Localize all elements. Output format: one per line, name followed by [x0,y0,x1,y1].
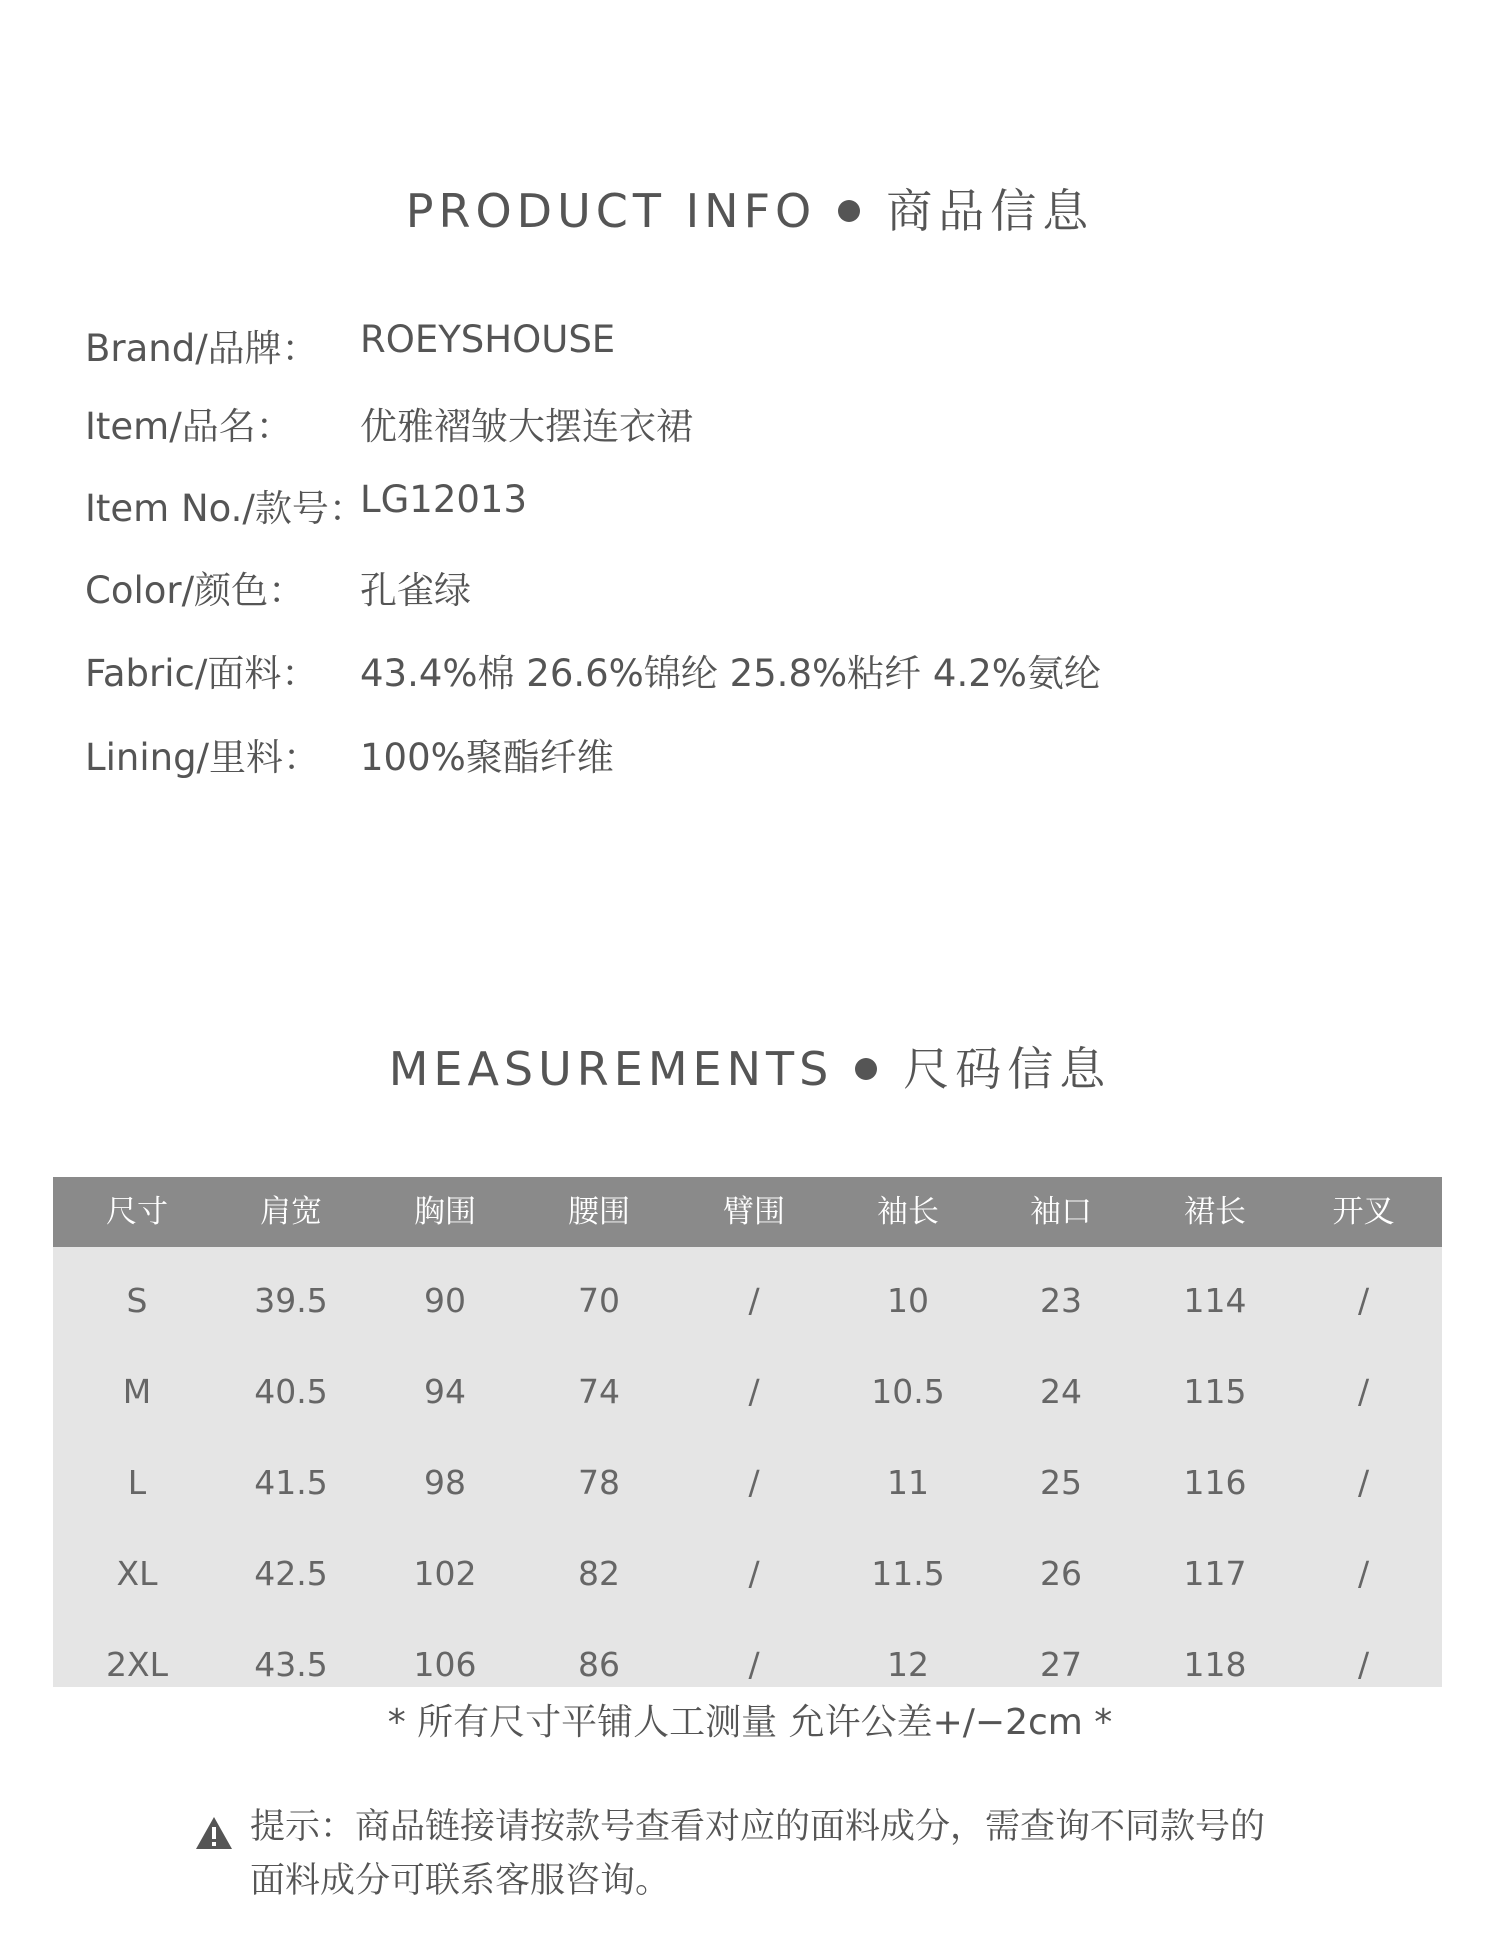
product-info-title-en: PRODUCT INFO [405,184,817,238]
table-cell: 74 [578,1372,620,1411]
measurements-title [0,1033,1500,1099]
table-row [53,1255,1442,1346]
table-cell: 41.5 [254,1463,328,1502]
header-cell: 腰围 [568,1194,630,1230]
table-cell: 102 [413,1554,477,1593]
info-value: 优雅褶皱大摆连衣裙 [360,405,693,448]
header-cell: 臂围 [723,1194,785,1230]
table-cell: L [127,1463,147,1502]
product-info-title-cn: 商品信息 [886,184,1095,238]
table-cell: 39.5 [254,1281,328,1320]
table-cell: / [1357,1463,1370,1502]
table-cell: / [748,1281,760,1320]
table-cell: / [1357,1554,1370,1593]
table-cell: 86 [578,1645,620,1684]
header-cell: 肩宽 [260,1194,322,1230]
table-cell: 118 [1183,1645,1247,1684]
info-label: Brand/品牌： [85,327,319,370]
tip-text-line2: 面料成分可联系客服咨询。 [250,1861,671,1901]
table-cell: 106 [413,1645,477,1684]
table-cell: 26 [1040,1554,1082,1593]
table-cell: / [1357,1281,1370,1320]
table-cell: 116 [1183,1463,1247,1502]
table-cell: 114 [1183,1281,1247,1320]
info-value: 43.4%棉 26.6%锦纶 25.8%粘纤 4.2%氨纶 [360,652,1101,695]
table-row [53,1528,1442,1619]
info-value: 孔雀绿 [360,569,471,612]
table-cell: M [122,1372,152,1411]
table-cell: 115 [1183,1372,1247,1411]
table-cell: 40.5 [254,1372,328,1411]
table-cell: / [748,1463,760,1502]
table-cell: 10 [887,1281,929,1320]
table-cell: 90 [424,1281,466,1320]
info-label: Fabric/面料： [85,652,319,695]
table-cell: 43.5 [254,1645,328,1684]
measurements-title-en: MEASUREMENTS [388,1042,834,1096]
table-row [53,1437,1442,1528]
table-cell: 117 [1183,1554,1247,1593]
info-value: 100%聚酯纤维 [360,736,614,779]
info-value: LG12013 [360,478,527,521]
header-cell: 尺寸 [106,1194,168,1230]
table-cell: / [748,1372,760,1411]
info-value: ROEYSHOUSE [360,318,616,361]
header-cell: 胸围 [414,1194,476,1230]
table-cell: / [1357,1645,1370,1684]
table-cell: 23 [1040,1281,1082,1320]
title-dot [838,200,860,222]
header-cell: 裙长 [1184,1194,1246,1230]
size-table-header [53,1177,1442,1247]
table-row [53,1346,1442,1437]
table-cell: / [1357,1372,1370,1411]
table-cell: 98 [424,1463,466,1502]
table-cell: 82 [578,1554,620,1593]
table-cell: 11 [887,1463,929,1502]
tolerance-note: * 所有尺寸平铺人工测量 允许公差+/−2cm * [387,1702,1113,1743]
table-cell: / [748,1645,760,1684]
table-cell: S [126,1281,148,1320]
info-label: Color/颜色： [85,569,306,612]
info-label: Item No./款号： [85,487,366,530]
table-cell: / [748,1554,760,1593]
table-cell: 27 [1040,1645,1082,1684]
table-cell: 24 [1040,1372,1082,1411]
table-cell: 70 [578,1281,620,1320]
header-cell: 袖口 [1030,1194,1092,1230]
header-cell: 袖长 [877,1194,939,1230]
table-cell: 11.5 [871,1554,945,1593]
header-cell: 开叉 [1332,1194,1395,1230]
table-cell: 12 [887,1645,929,1684]
product-info-title [0,175,1500,241]
table-cell: 78 [578,1463,620,1502]
table-cell: 42.5 [254,1554,328,1593]
table-cell: 10.5 [871,1372,945,1411]
info-label: Item/品名： [85,405,293,448]
table-cell: XL [116,1554,158,1593]
table-cell: 2XL [106,1645,168,1684]
tip-text-line1: 提示：商品链接请按款号查看对应的面料成分，需查询不同款号的 [250,1807,1266,1847]
size-table-body [53,1247,1442,1687]
warning-icon [195,1812,233,1846]
size-table [53,1177,1442,1687]
measurements-title-cn: 尺码信息 [903,1042,1112,1096]
table-cell: 94 [424,1372,466,1411]
title-dot [855,1058,877,1080]
table-cell: 25 [1040,1463,1082,1502]
info-label: Lining/里料： [85,736,321,779]
